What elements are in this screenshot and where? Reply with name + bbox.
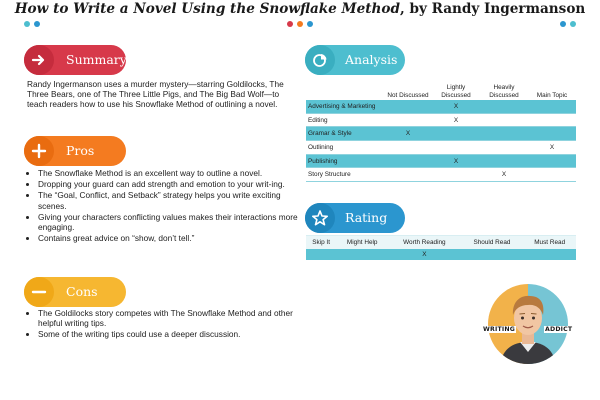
analysis-header-row: [306, 79, 576, 100]
analysis-cell: [384, 113, 432, 127]
table-row: [306, 141, 576, 155]
analysis-cell: [480, 154, 528, 168]
rating-column-header: Should Read: [461, 236, 524, 250]
analysis-cell: X: [432, 100, 480, 113]
logo-text-addict: ADDICT: [545, 326, 573, 333]
page-title: [0, 0, 600, 18]
analysis-cell: [432, 127, 480, 141]
analysis-cell: [432, 168, 480, 182]
rating-column-header: Worth Reading: [388, 236, 460, 250]
rating-heading: [305, 203, 405, 233]
pros-item: • Giving your characters conflicting values makes their interactions more engaging.: [38, 212, 300, 232]
logo-text-writing: WRITING: [483, 326, 516, 333]
title-italic: How to Write a Novel Using the Snowflake Method: [14, 1, 400, 17]
table-row: [306, 127, 576, 141]
dot-decoration: [287, 21, 293, 27]
star-icon: [305, 203, 335, 233]
pros-item: • The Snowflake Method is an excellent way to outline a novel.: [38, 168, 300, 178]
dot-decoration: [570, 21, 576, 27]
analysis-cell: [528, 113, 576, 127]
pros-item: • Contains great advice on “show, don’t tell.”: [38, 233, 300, 243]
rating-value-row: [306, 249, 576, 260]
analysis-cell: [528, 154, 576, 168]
analysis-corner: [306, 79, 384, 100]
analysis-row-label: Gramar & Style: [306, 127, 384, 141]
table-row: [306, 100, 576, 113]
rating-cell: [306, 249, 336, 260]
avatar: [486, 282, 570, 366]
analysis-cell: [528, 127, 576, 141]
analysis-row-label: Advertising & Marketing: [306, 100, 384, 113]
rating-cell: [336, 249, 388, 260]
pros-item: • The “Goal, Conflict, and Setback” strategy helps you write exciting scenes.: [38, 190, 300, 210]
analysis-cell: [384, 168, 432, 182]
analysis-column-header: Lightly Discussed: [441, 84, 471, 99]
analysis-cell: [432, 141, 480, 155]
analysis-row-label: Editing: [306, 113, 384, 127]
minus-icon: [24, 277, 54, 307]
dot-decoration: [34, 21, 40, 27]
analysis-cell: X: [480, 168, 528, 182]
analysis-column-header: Not Discussed: [387, 91, 429, 99]
rating-cell: [523, 249, 576, 260]
analysis-column-header: Heavily Discussed: [489, 84, 519, 99]
analysis-cell: X: [432, 113, 480, 127]
pros-heading-label: Pros: [66, 143, 95, 158]
rating-cell: [461, 249, 524, 260]
analysis-table: [306, 79, 576, 182]
analysis-row-label: Story Structure: [306, 168, 384, 182]
analysis-cell: [384, 154, 432, 168]
pros-heading: [24, 136, 126, 166]
cons-list: [28, 308, 300, 341]
plus-icon: [24, 136, 54, 166]
rating-table: [306, 235, 576, 260]
analysis-cell: [384, 141, 432, 155]
analysis-cell: [480, 100, 528, 113]
summary-heading-label: Summary: [66, 52, 127, 67]
analysis-cell: [528, 168, 576, 182]
analysis-row-label: Publishing: [306, 154, 384, 168]
table-row: [306, 154, 576, 168]
analysis-heading: [305, 45, 405, 75]
analysis-cell: [480, 113, 528, 127]
pie-chart-icon: [305, 45, 335, 75]
analysis-heading-label: Analysis: [345, 52, 398, 67]
cons-heading: [24, 277, 126, 307]
rating-header-row: [306, 236, 576, 250]
pros-list: [28, 168, 300, 244]
analysis-cell: X: [384, 127, 432, 141]
arrow-right-icon: [24, 45, 54, 75]
rating-column-header: Might Help: [336, 236, 388, 250]
rating-heading-label: Rating: [345, 210, 388, 225]
rating-column-header: Must Read: [523, 236, 576, 250]
analysis-cell: X: [528, 141, 576, 155]
summary-text: Randy Ingermanson uses a murder mystery—starring Goldilocks, The Three Bears, one of The Three Little Pigs, and The Big Bad Wolf—to teach readers how to use his Snowflake Method of outlining a novel.: [27, 79, 284, 110]
writing-addict-logo: [483, 282, 573, 366]
title-author: , by Randy Ingermanson: [400, 1, 586, 17]
analysis-cell: [528, 100, 576, 113]
analysis-row-label: Outlining: [306, 141, 384, 155]
dot-decoration: [560, 21, 566, 27]
cons-heading-label: Cons: [66, 284, 98, 299]
analysis-cell: X: [432, 154, 480, 168]
analysis-cell: [480, 141, 528, 155]
analysis-cell: [480, 127, 528, 141]
table-row: [306, 113, 576, 127]
dot-decoration: [307, 21, 313, 27]
rating-column-header: Skip It: [306, 236, 336, 250]
summary-heading: [24, 45, 126, 75]
dot-decoration: [24, 21, 30, 27]
cons-item: • Some of the writing tips could use a deeper discussion.: [38, 329, 300, 339]
table-row: [306, 168, 576, 182]
cons-item: • The Goldilocks story competes with The Snowflake Method and other helpful writing tips.: [38, 308, 300, 328]
rating-cell: X: [388, 249, 460, 260]
dot-decoration: [297, 21, 303, 27]
analysis-column-header: Main Topic: [536, 91, 568, 99]
pros-item: • Dropping your guard can add strength and emotion to your writ-ing.: [38, 179, 300, 189]
analysis-cell: [384, 100, 432, 113]
